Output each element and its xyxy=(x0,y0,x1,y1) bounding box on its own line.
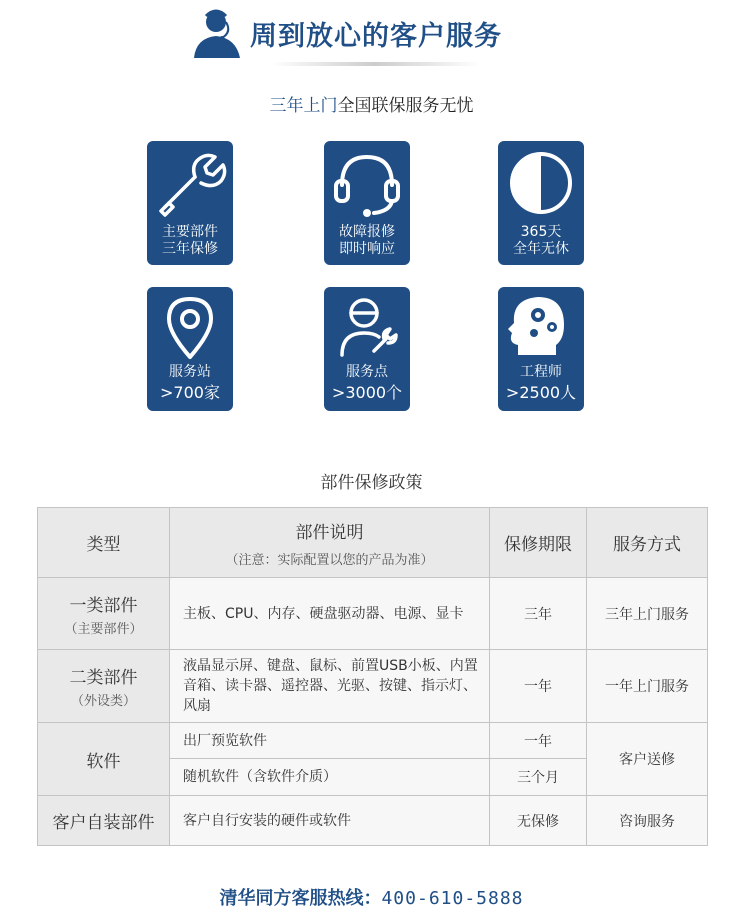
policy-title: 部件保修政策 xyxy=(320,473,423,493)
feature-line2: >3000个 xyxy=(331,383,403,402)
row-category: 客户自装部件 xyxy=(38,796,170,846)
header xyxy=(0,0,743,70)
table-header-row xyxy=(38,508,708,578)
feature-tile-repair-response xyxy=(324,141,410,265)
row-category: 软件 xyxy=(38,723,170,796)
row-service: 三年上门服务 xyxy=(587,578,708,650)
hotline xyxy=(0,884,743,910)
category-sub: （外设类） xyxy=(70,694,136,709)
row-desc: 客户自行安装的硬件或软件 xyxy=(170,796,490,846)
row-period: 一年 xyxy=(490,650,587,723)
header-type: 类型 xyxy=(38,508,170,578)
row-service: 客户送修 xyxy=(587,723,708,796)
table-row xyxy=(38,796,708,846)
category-label: 二类部件 xyxy=(69,668,138,688)
header-service: 服务方式 xyxy=(587,508,708,578)
title-divider xyxy=(270,62,480,66)
header-desc-label: 部件说明 xyxy=(295,522,364,543)
subtitle xyxy=(0,91,743,116)
row-desc: 主板、CPU、内存、硬盘驱动器、电源、显卡 xyxy=(170,578,490,650)
page-title: 周到放心的客户服务 xyxy=(250,21,502,52)
row-period: 无保修 xyxy=(490,796,587,846)
feature-line1: 365天 xyxy=(520,224,562,240)
row-desc: 出厂预览软件 xyxy=(170,723,490,759)
row-category xyxy=(38,650,170,723)
feature-line2: >2500人 xyxy=(505,383,577,402)
feature-line2: 三年保修 xyxy=(162,241,218,257)
header-desc xyxy=(170,508,490,578)
hotline-number: 400-610-5888 xyxy=(381,888,524,909)
feature-line2: 即时响应 xyxy=(339,241,395,257)
feature-tile-parts-warranty xyxy=(147,141,233,265)
customer-service-person-icon xyxy=(192,8,242,60)
header-desc-note: （注意：实际配置以您的产品为准） xyxy=(225,552,434,568)
subtitle-highlight: 三年上门 xyxy=(269,96,338,116)
category-sub: （主要部件） xyxy=(64,621,143,637)
subtitle-text: 全国联保服务无忧 xyxy=(337,96,474,116)
feature-line2: 全年无休 xyxy=(513,241,569,257)
row-period: 三个月 xyxy=(490,759,587,796)
table-row xyxy=(38,723,708,759)
feature-tile-365-days xyxy=(498,141,584,265)
feature-line2: >700家 xyxy=(160,383,220,402)
feature-tile-service-stations xyxy=(147,287,233,411)
feature-tile-engineers xyxy=(498,287,584,411)
feature-line1: 工程师 xyxy=(520,364,562,380)
table-row xyxy=(38,650,708,723)
row-period: 一年 xyxy=(490,723,587,759)
feature-line1: 服务点 xyxy=(346,364,388,380)
feature-line1: 主要部件 xyxy=(162,224,218,240)
row-service: 咨询服务 xyxy=(587,796,708,846)
feature-line1: 故障报修 xyxy=(339,224,395,240)
category-label: 一类部件 xyxy=(69,595,138,616)
hotline-label: 清华同方客服热线： xyxy=(219,888,382,909)
feature-tile-service-points xyxy=(324,287,410,411)
row-service: 一年上门服务 xyxy=(587,650,708,723)
row-desc: 液晶显示屏、键盘、鼠标、前置USB小板、内置音箱、读卡器、遥控器、光驱、按键、指示灯、风扇 xyxy=(170,650,490,723)
policy-table xyxy=(37,507,708,846)
header-period: 保修期限 xyxy=(490,508,587,578)
row-category xyxy=(38,578,170,650)
row-desc: 随机软件（含软件介质） xyxy=(170,759,490,796)
row-period: 三年 xyxy=(490,578,587,650)
feature-line1: 服务站 xyxy=(169,364,211,380)
table-row xyxy=(38,578,708,650)
